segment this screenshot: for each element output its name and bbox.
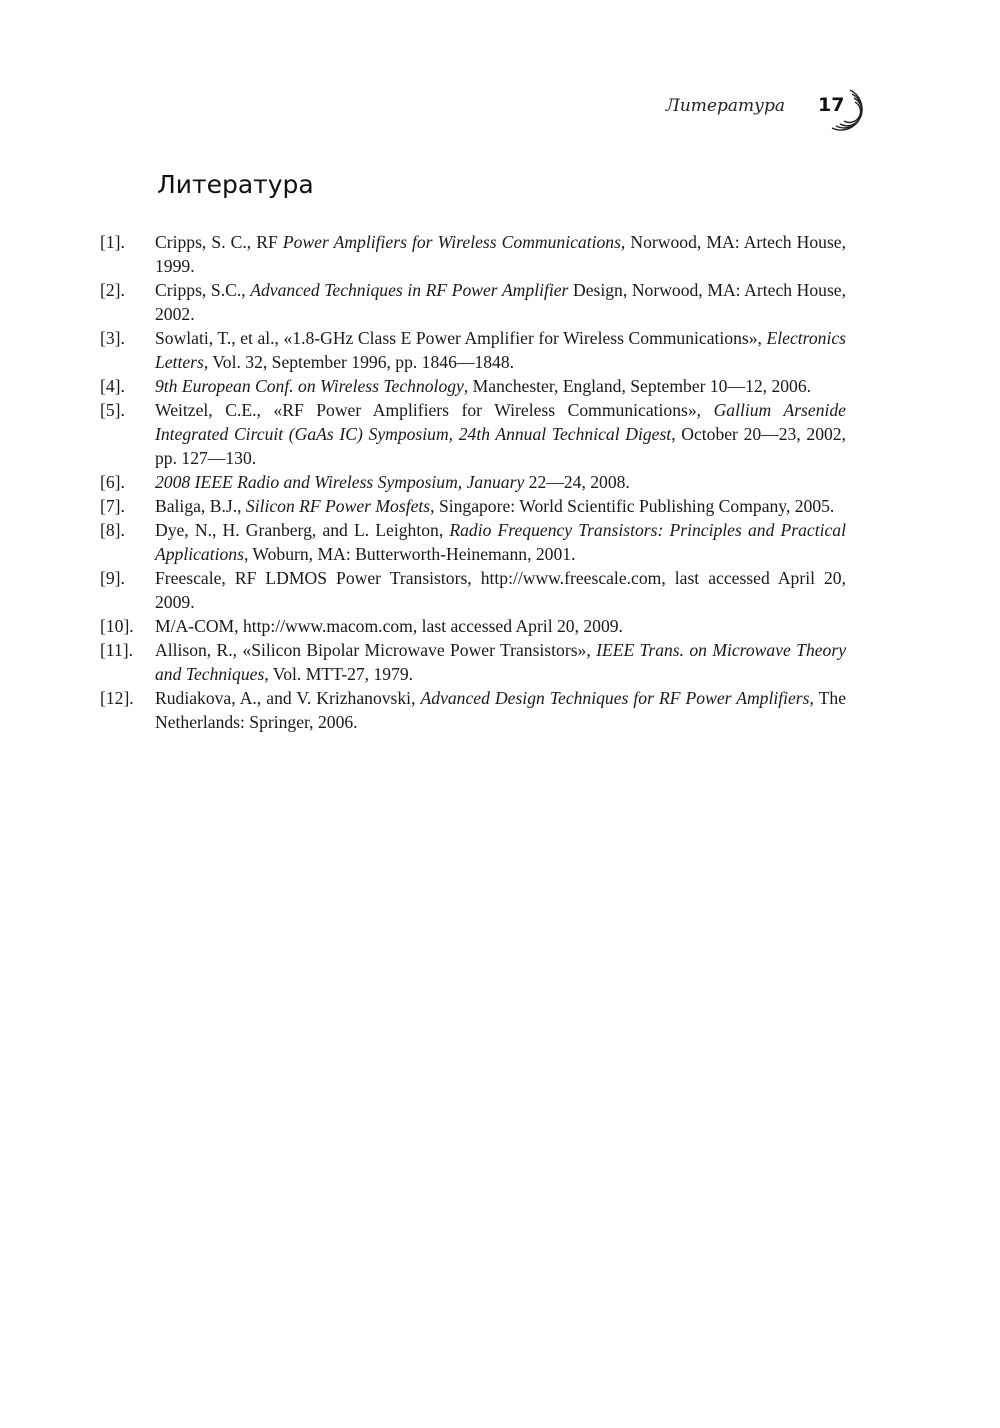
reference-text [155, 688, 846, 732]
reference-text [155, 520, 846, 564]
reference-list [100, 230, 846, 734]
reference-item [100, 230, 846, 278]
reference-text-segment: Design, Norwood, MA: Artech House, 2002. [155, 280, 847, 324]
reference-item [100, 278, 846, 326]
reference-title-italic: 9th European Conf. on Wireless Technology [155, 376, 464, 396]
reference-text [155, 400, 846, 468]
reference-number: [4]. [100, 376, 125, 396]
reference-text [155, 496, 834, 516]
reference-text-segment: , The Netherlands: Springer, 2006. [155, 688, 846, 732]
reference-number: [12]. [100, 688, 134, 708]
reference-text-segment: M/A-COM, http://www.macom.com, last accessed April 20, 2009. [155, 616, 623, 636]
reference-text-segment: , October 20—23, 2002, pp. 127—130. [155, 424, 846, 468]
reference-text-segment: Freescale, RF LDMOS Power Transistors, http://www.freescale.com, last accessed April 20, 2009. [155, 568, 846, 612]
reference-item [100, 566, 846, 614]
reference-text [155, 640, 846, 684]
reference-number: [7]. [100, 496, 125, 516]
reference-title-italic: IEEE Trans. on Microwave Theory and Techniques [155, 640, 847, 684]
reference-number: [10]. [100, 616, 134, 636]
reference-text-segment: , Norwood, MA: Artech House, 1999. [155, 232, 847, 276]
reference-item [100, 374, 846, 398]
reference-text [155, 232, 846, 276]
page-number: 17 [818, 94, 845, 116]
reference-title-italic: Gallium Arsenide Integrated Circuit (GaAs IC) Symposium, 24th Annual Technical Digest [155, 400, 846, 444]
reference-text-segment: , Vol. 32, September 1996, pp. 1846—1848. [203, 352, 515, 372]
reference-number: [2]. [100, 280, 125, 300]
reference-item [100, 326, 846, 374]
reference-title-italic: Radio Frequency Transistors: Principles and Practical Applications [155, 520, 846, 564]
reference-text [155, 472, 630, 492]
reference-number: [6]. [100, 472, 125, 492]
reference-text-segment: Allison, R., «Silicon Bipolar Microwave Power Transistors», [155, 640, 597, 660]
reference-text-segment: Baliga, B.J., [155, 496, 246, 516]
reference-text-segment: , Woburn, MA: Butterworth-Heinemann, 2001. [243, 544, 576, 564]
reference-text-segment: , Singapore: World Scientific Publishing Company, 2005. [430, 496, 835, 516]
section-title: Литература [157, 170, 314, 199]
reference-number: [11]. [100, 640, 134, 660]
reference-number: [3]. [100, 328, 125, 348]
reference-item [100, 470, 846, 494]
reference-number: [1]. [100, 232, 125, 252]
reference-item [100, 398, 846, 470]
reference-number: [5]. [100, 400, 125, 420]
reference-item [100, 518, 846, 566]
reference-text-segment: , Manchester, England, September 10—12, 2006. [463, 376, 812, 396]
reference-title-italic: Electronics Letters [155, 328, 846, 372]
reference-title-italic: Silicon RF Power Mosfets [245, 496, 431, 516]
reference-text-segment: Sowlati, T., et al., «1.8-GHz Class E Power Amplifier for Wireless Communications», [155, 328, 767, 348]
reference-text [155, 376, 811, 396]
reference-text-segment: Dye, N., H. Granberg, and L. Leighton, [155, 520, 450, 540]
reference-item [100, 686, 846, 734]
reference-text-segment: , Vol. MTT-27, 1979. [264, 664, 414, 684]
reference-text-segment: Weitzel, C.E., «RF Power Amplifiers for Wireless Communications», [155, 400, 714, 420]
reference-text-segment: Cripps, S.C., [155, 280, 251, 300]
reference-text [155, 280, 846, 324]
reference-text [155, 328, 846, 372]
reference-number: [9]. [100, 568, 125, 588]
reference-title-italic: Advanced Techniques in RF Power Amplifier [250, 280, 569, 300]
reference-text-segment: Cripps, S. C., RF [155, 232, 283, 252]
reference-item [100, 638, 846, 686]
running-header-title: Литература [665, 96, 785, 116]
reference-number: [8]. [100, 520, 125, 540]
reference-text-segment: 22—24, 2008. [524, 472, 630, 492]
reference-text-segment: Rudiakova, A., and V. Krizhanovski, [155, 688, 421, 708]
reference-item [100, 494, 846, 518]
reference-text [155, 616, 623, 636]
reference-text [155, 568, 846, 612]
reference-title-italic: Power Amplifiers for Wireless Communications [282, 232, 621, 252]
reference-title-italic: 2008 IEEE Radio and Wireless Symposium, January [155, 472, 525, 492]
reference-item [100, 614, 846, 638]
reference-title-italic: Advanced Design Techniques for RF Power Amplifiers [420, 688, 810, 708]
